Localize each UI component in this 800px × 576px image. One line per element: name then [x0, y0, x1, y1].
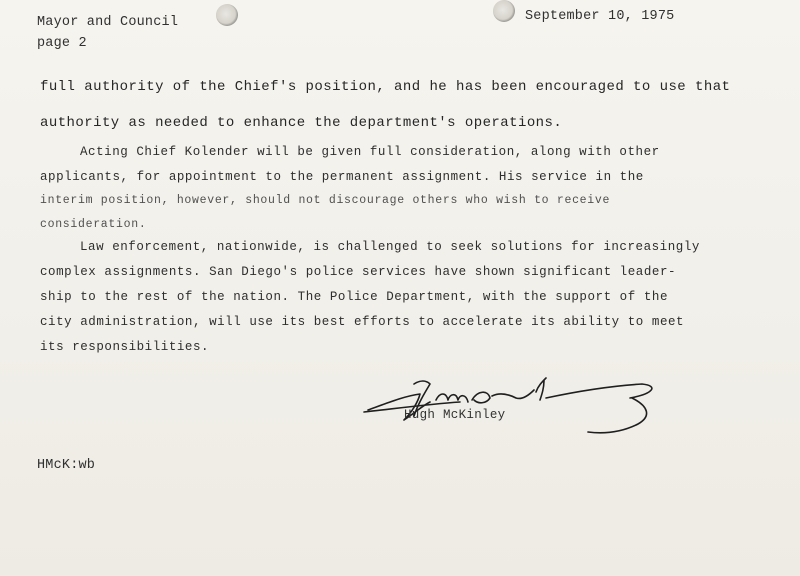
paragraph-3-line-4: city administration, will use its best efforts to accelerate its ability to meet	[40, 315, 685, 329]
paragraph-2-line-3: interim position, however, should not discourage others who wish to receive	[40, 194, 611, 207]
paragraph-3-line-3: ship to the rest of the nation. The Police Department, with the support of the	[40, 290, 668, 304]
punch-hole-left	[216, 4, 238, 26]
signatory-name: Hugh McKinley	[404, 408, 506, 422]
paragraph-2-line-2: applicants, for appointment to the permanent assignment. His service in the	[40, 170, 644, 184]
punch-hole-right	[493, 0, 515, 22]
paragraph-3-line-5: its responsibilities.	[40, 340, 210, 354]
paragraph-1-line-2: authority as needed to enhance the department's operations.	[40, 115, 563, 131]
paragraph-1-line-1: full authority of the Chief's position, and he has been encouraged to use that	[40, 79, 731, 95]
letter-date: September 10, 1975	[525, 9, 675, 24]
paragraph-2-line-1: Acting Chief Kolender will be given full consideration, along with other	[80, 145, 660, 159]
handwritten-signature	[360, 372, 660, 442]
page-number: page 2	[37, 36, 87, 51]
paragraph-2-line-4: consideration.	[40, 218, 147, 231]
paragraph-3-line-1: Law enforcement, nationwide, is challenged to seek solutions for increasingly	[80, 240, 700, 254]
paragraph-3-line-2: complex assignments. San Diego's police services have shown significant leader-	[40, 265, 677, 279]
typist-initials: HMcK:wb	[37, 458, 96, 473]
addressee: Mayor and Council	[37, 15, 179, 30]
